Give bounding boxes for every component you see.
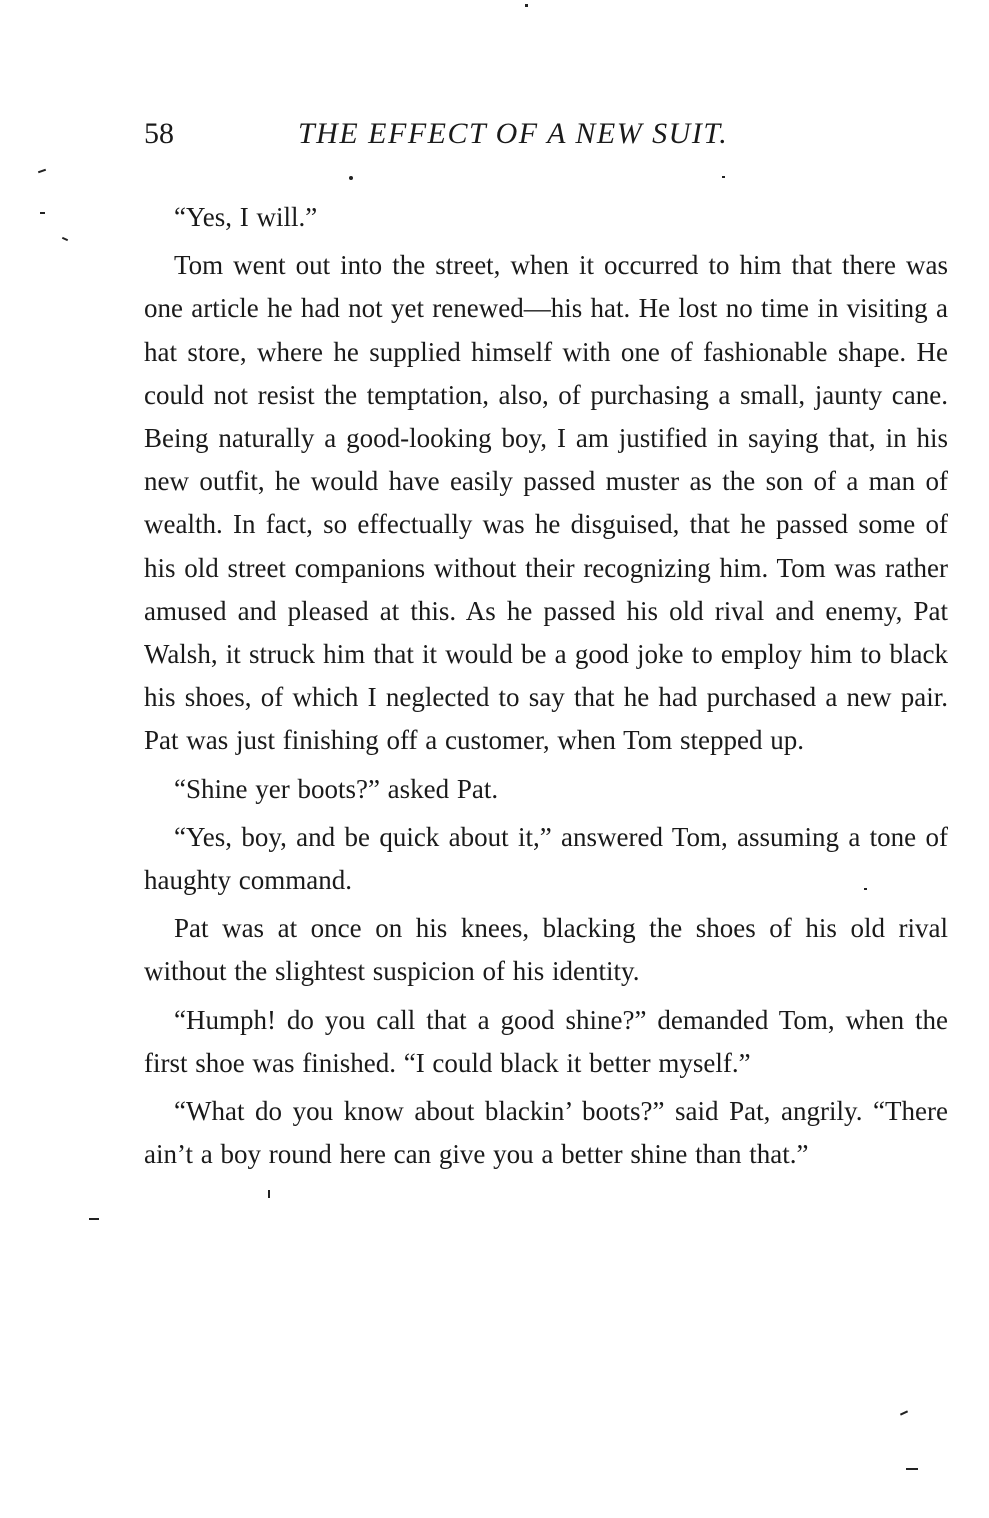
scan-speck [864, 888, 867, 890]
paragraph: Pat was at once on his knees, blacking the shoes of his old rival without the slightest suspicion of his identity. [144, 913, 948, 987]
scan-speck [906, 1468, 918, 1470]
paragraph: “Yes, I will.” [174, 202, 318, 232]
page-header [144, 114, 954, 164]
scan-speck [40, 212, 45, 214]
scan-speck [525, 4, 528, 7]
paragraph: “What do you know about blackin’ boots?” said Pat, angrily. “There ain’t a boy round here can give you a better shine than that.” [144, 1096, 948, 1170]
running-head: THE EFFECT OF A NEW SUIT. [298, 117, 729, 150]
page-number: 58 [144, 117, 174, 150]
scan-speck [722, 176, 725, 178]
scan-speck [900, 1410, 908, 1415]
scan-speck [268, 1190, 270, 1198]
paragraph: “Humph! do you call that a good shine?” demanded Tom, when the first shoe was finished. “I could black it better myself.” [144, 1004, 948, 1078]
scan-speck [38, 169, 46, 174]
paragraph: Tom went out into the street, when it occurred to him that there was one article he had not yet renewed—his hat. He lost no time in visiting a hat store, where he supplied himself with one of fashionable shape. He could not resist the temptation, also, of purchasing a small, jaunty cane. Being naturally a good-looking boy, I am justified in saying that, in his new outfit, he would have easily passed muster as the son of a man of wealth. In fact, so effectually was he disguised, that he passed some of his old street companions without their recognizing him. Tom was rather amused and pleased at this. As he passed his old rival and enemy, Pat Walsh, it struck him that it would be a good joke to employ him to black his shoes, of which I neglected to say that he had purchased a new pair. Pat was just finishing off a customer, when Tom stepped up. [144, 250, 948, 756]
paragraph: “Shine yer boots?” asked Pat. [174, 773, 499, 804]
scan-speck [349, 176, 353, 180]
scan-speck [89, 1218, 99, 1220]
scan-speck [62, 237, 68, 241]
body-text [144, 196, 948, 1181]
paragraph: “Yes, boy, and be quick about it,” answered Tom, assuming a tone of haughty command. [144, 821, 948, 896]
